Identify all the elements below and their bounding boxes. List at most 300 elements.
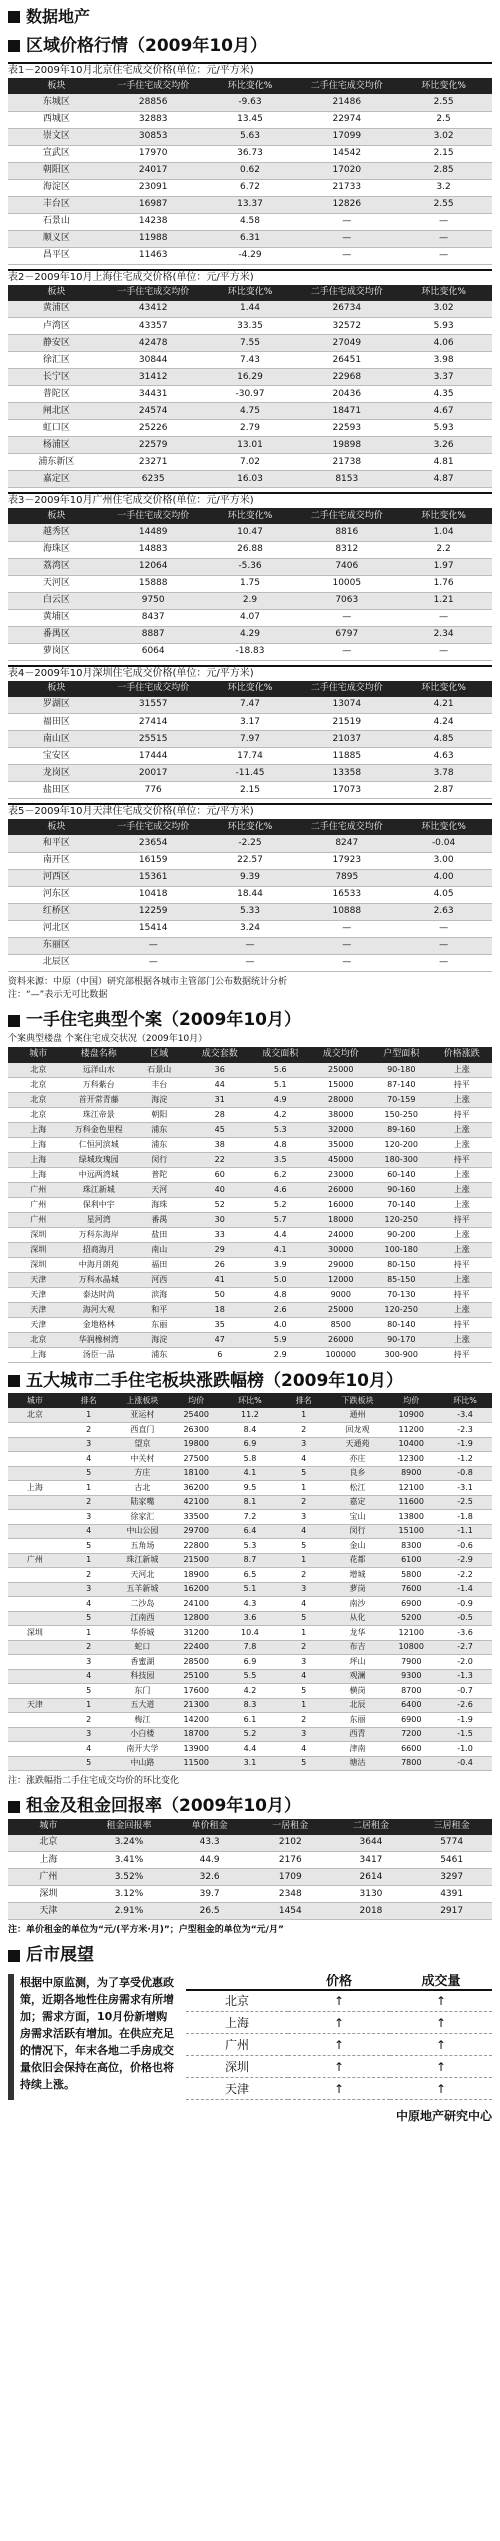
table-cell: 5 <box>277 1539 331 1554</box>
table-cell: 布吉 <box>331 1640 385 1655</box>
table-cell: 北京 <box>8 1333 69 1348</box>
table-cell: 石景山 <box>8 213 105 230</box>
table-cell: 西直门 <box>116 1423 170 1438</box>
table-cell: 黄埔区 <box>8 609 105 626</box>
table-cell: 22800 <box>169 1539 223 1554</box>
table-cell: 河北区 <box>8 920 105 937</box>
table-cell: 2 <box>277 1640 331 1655</box>
table-row <box>8 196 492 213</box>
table-row <box>8 1288 492 1303</box>
table-cell: 5.3 <box>250 1123 311 1138</box>
table-cell: 宝山 <box>331 1510 385 1525</box>
table-cell: 白云区 <box>8 592 105 609</box>
table-row <box>8 369 492 386</box>
table-cell: 5.1 <box>223 1582 277 1597</box>
table-cell: 31557 <box>105 697 202 714</box>
table-cell: 2.6 <box>250 1303 311 1318</box>
table-row <box>8 1123 492 1138</box>
table-cell: 8312 <box>298 541 395 558</box>
table-cell: 35000 <box>311 1138 372 1153</box>
table-cell: 3 <box>277 1655 331 1670</box>
table-cell: 7.8 <box>223 1640 277 1655</box>
table-cell: 1.44 <box>202 301 299 318</box>
table-row <box>8 1756 492 1771</box>
column-header: 价格涨跌 <box>432 1047 493 1063</box>
table-cell: 3.2 <box>395 179 492 196</box>
table-cell: 远洋山水 <box>69 1063 130 1078</box>
table-row <box>8 1698 492 1713</box>
column-header: 二手住宅成交均价 <box>298 681 395 697</box>
table-cell: 天津 <box>8 1288 69 1303</box>
table-cell: 3.02 <box>395 128 492 145</box>
table-cell: 13.45 <box>202 111 299 128</box>
table-row <box>8 301 492 318</box>
table-cell: 2.85 <box>395 162 492 179</box>
table-cell: 5.2 <box>223 1727 277 1742</box>
table-cell: -1.4 <box>438 1582 492 1597</box>
table-cell: -0.7 <box>438 1684 492 1699</box>
table-cell: 2.15 <box>395 145 492 162</box>
table-cell: 南山区 <box>8 731 105 748</box>
outlook <box>8 1974 492 2101</box>
table-cell: 上海 <box>8 1123 69 1138</box>
table-row <box>8 471 492 488</box>
column-header: 成交套数 <box>190 1047 251 1063</box>
header-row <box>8 1393 492 1408</box>
column-header: 一居租金 <box>250 1819 331 1835</box>
table-cell: 上海 <box>8 1138 69 1153</box>
table-cell: 100000 <box>311 1348 372 1363</box>
table-cell: 观澜 <box>331 1669 385 1684</box>
table-cell: 3.78 <box>395 765 492 782</box>
table-cell: 1 <box>62 1698 116 1713</box>
table-cell: 珠江帝景 <box>69 1108 130 1123</box>
table-cell: -2.2 <box>438 1568 492 1583</box>
table-cell: 21037 <box>298 731 395 748</box>
table-cell: — <box>395 643 492 660</box>
trend-arrow-icon: ↑ <box>390 2034 492 2056</box>
column-header: 价格 <box>288 1974 390 1990</box>
table-cell: 上涨 <box>432 1183 493 1198</box>
table-cell: 30853 <box>105 128 202 145</box>
table-cell: 1.21 <box>395 592 492 609</box>
trend-arrow-icon: ↑ <box>390 1990 492 2012</box>
table-cell: 2102 <box>250 1835 331 1852</box>
table-cell: — <box>395 230 492 247</box>
column-header: 环比变化% <box>202 508 299 524</box>
table-cell: 7.55 <box>202 335 299 352</box>
table-row <box>8 1626 492 1641</box>
table-cell: 深圳 <box>8 1886 89 1903</box>
table-cell: 16533 <box>298 886 395 903</box>
table-row <box>8 1835 492 1852</box>
table-cell: -1.3 <box>438 1669 492 1684</box>
table-cell: 18 <box>190 1303 251 1318</box>
table-row <box>8 609 492 626</box>
table-cell: 776 <box>105 782 202 799</box>
table-cell: 古北 <box>116 1481 170 1496</box>
table-cell: 1709 <box>250 1869 331 1886</box>
table-cell <box>8 1510 62 1525</box>
table-cell: 海淀区 <box>8 179 105 196</box>
column-header: 上涨板块 <box>116 1393 170 1408</box>
table-cell: 1 <box>277 1698 331 1713</box>
table-cell: 18471 <box>298 403 395 420</box>
table-cell: 26 <box>190 1258 251 1273</box>
table-row <box>8 1213 492 1228</box>
table-cell: 盐田 <box>129 1228 190 1243</box>
table-row <box>8 714 492 731</box>
table-cell: 北京 <box>8 1408 62 1423</box>
table-cell: 22579 <box>105 437 202 454</box>
table-cell: 萝岗 <box>331 1582 385 1597</box>
table-row <box>8 454 492 471</box>
table-cell: 35 <box>190 1318 251 1333</box>
table-row <box>8 335 492 352</box>
rent-table <box>8 1819 492 1921</box>
table-cell: 从化 <box>331 1611 385 1626</box>
table-cell: 4.4 <box>250 1228 311 1243</box>
table-cell: 12100 <box>384 1626 438 1641</box>
table-cell: 天通苑 <box>331 1437 385 1452</box>
table-cell: 2 <box>277 1713 331 1728</box>
column-header: 一手住宅成交均价 <box>105 78 202 94</box>
table-cell: 万科东海岸 <box>69 1228 130 1243</box>
table-cell: 滨海 <box>129 1288 190 1303</box>
table-row <box>8 903 492 920</box>
table-row <box>8 697 492 714</box>
table-cell: 广州 <box>8 1183 69 1198</box>
table-cell: 福田 <box>129 1258 190 1273</box>
table-cell: 23000 <box>311 1168 372 1183</box>
table-cell: 3.02 <box>395 301 492 318</box>
table-cell: 21486 <box>298 94 395 111</box>
table-cell: 1 <box>62 1408 116 1423</box>
table-cell: 300-900 <box>371 1348 432 1363</box>
table-cell: 4.29 <box>202 626 299 643</box>
table-row <box>8 954 492 971</box>
table-cell: — <box>105 937 202 954</box>
table-cell: — <box>298 230 395 247</box>
table-cell: — <box>298 213 395 230</box>
table-cell: 7895 <box>298 869 395 886</box>
table-cell: -0.8 <box>438 1466 492 1481</box>
table-cell: 6.2 <box>250 1168 311 1183</box>
table-cell: 32883 <box>105 111 202 128</box>
table-cell <box>8 1568 62 1583</box>
table-cell: 8816 <box>298 524 395 541</box>
table-cell: 31200 <box>169 1626 223 1641</box>
table-cell: 2 <box>62 1423 116 1438</box>
table-cell: -2.5 <box>438 1495 492 1510</box>
table-cell: 上涨 <box>432 1093 493 1108</box>
table-cell: 45000 <box>311 1153 372 1168</box>
table-cell: 31 <box>190 1093 251 1108</box>
table-cell: 8500 <box>311 1318 372 1333</box>
table-cell: -11.45 <box>202 765 299 782</box>
table-cell: 47 <box>190 1333 251 1348</box>
table-cell: -2.7 <box>438 1640 492 1655</box>
table-cell: 4 <box>62 1597 116 1612</box>
table-cell: -30.97 <box>202 386 299 403</box>
region-tables <box>8 62 492 972</box>
table-cell: 10400 <box>384 1437 438 1452</box>
table-cell <box>8 1640 62 1655</box>
table-cell: 金山 <box>331 1539 385 1554</box>
table-cell: 4.1 <box>223 1466 277 1481</box>
table-cell: — <box>395 920 492 937</box>
table-cell: 梅江 <box>116 1713 170 1728</box>
table-cell: 22968 <box>298 369 395 386</box>
table-cell: -1.5 <box>438 1727 492 1742</box>
trend-arrow-icon: ↑ <box>390 2078 492 2100</box>
table-cell: 5 <box>62 1684 116 1699</box>
table-cell: 3 <box>62 1510 116 1525</box>
table-cell: 10.4 <box>223 1626 277 1641</box>
table-cell: 36.73 <box>202 145 299 162</box>
table-cell: 虹口区 <box>8 420 105 437</box>
table-cell: 4.9 <box>250 1093 311 1108</box>
table-cell: 上涨 <box>432 1243 493 1258</box>
table-cell: 6235 <box>105 471 202 488</box>
table-row <box>8 94 492 111</box>
table-cell: 荔湾区 <box>8 558 105 575</box>
table-cell: 万科水晶城 <box>69 1273 130 1288</box>
table-cell: 17444 <box>105 748 202 765</box>
table-cell: 5200 <box>384 1611 438 1626</box>
table-cell: 30 <box>190 1213 251 1228</box>
table-cell: 11463 <box>105 247 202 264</box>
column-header: 板块 <box>8 78 105 94</box>
table-cell: 2 <box>277 1423 331 1438</box>
table-cell: 持平 <box>432 1318 493 1333</box>
table-cell: 150-250 <box>371 1108 432 1123</box>
table-cell: 长宁区 <box>8 369 105 386</box>
table-row <box>8 1333 492 1348</box>
table-row <box>8 1886 492 1903</box>
table-cell: 5.2 <box>250 1198 311 1213</box>
table-row <box>186 2012 492 2034</box>
ranking-table <box>8 1393 492 1771</box>
column-header: 一手住宅成交均价 <box>105 508 202 524</box>
table-cell: 38000 <box>311 1108 372 1123</box>
table-cell: 21519 <box>298 714 395 731</box>
table-cell: 浦东 <box>129 1123 190 1138</box>
table-cell: 嘉定区 <box>8 471 105 488</box>
table-cell: 44.9 <box>169 1852 250 1869</box>
table-row <box>8 524 492 541</box>
table-cell: — <box>395 247 492 264</box>
table-cell: 80-150 <box>371 1258 432 1273</box>
table-cell: 徐家汇 <box>116 1510 170 1525</box>
table-row <box>8 128 492 145</box>
table-cell: 17.74 <box>202 748 299 765</box>
table-cell: 85-150 <box>371 1273 432 1288</box>
table-cell: 回龙观 <box>331 1423 385 1438</box>
table-cell: 8700 <box>384 1684 438 1699</box>
table-cell <box>8 1452 62 1467</box>
table-cell: 3.41% <box>89 1852 170 1869</box>
region-table <box>8 508 492 661</box>
column-header: 排名 <box>62 1393 116 1408</box>
table-cell: 22 <box>190 1153 251 1168</box>
table-cell: 海珠区 <box>8 541 105 558</box>
table-cell: 39.7 <box>169 1886 250 1903</box>
table-cell: 10900 <box>384 1408 438 1423</box>
table-cell: 上海 <box>8 1168 69 1183</box>
table-cell: 33.35 <box>202 318 299 335</box>
table-cell: 昌平区 <box>8 247 105 264</box>
table-cell: 11988 <box>105 230 202 247</box>
table-cell: 海珠 <box>129 1198 190 1213</box>
table-cell: 22593 <box>298 420 395 437</box>
table-cell: 6.5 <box>223 1568 277 1583</box>
table-cell: 2.63 <box>395 903 492 920</box>
table-cell: 9750 <box>105 592 202 609</box>
table-cell: 上海 <box>8 1852 89 1869</box>
table-row <box>8 318 492 335</box>
table-cell: 5 <box>62 1539 116 1554</box>
table-cell: -3.1 <box>438 1481 492 1496</box>
table-cell: 30844 <box>105 352 202 369</box>
table-cell: 22.57 <box>202 852 299 869</box>
table-cell: 16.03 <box>202 471 299 488</box>
header-row <box>8 1047 492 1063</box>
table-cell: 6400 <box>384 1698 438 1713</box>
table-cell: 中山公园 <box>116 1524 170 1539</box>
table-cell: 34431 <box>105 386 202 403</box>
region-table <box>8 681 492 800</box>
table-cell: 5800 <box>384 1568 438 1583</box>
column-header: 板块 <box>8 285 105 301</box>
region-caption: 表3－2009年10月广州住宅成交价格(单位：元/平方米) <box>8 492 492 508</box>
table-cell: — <box>298 920 395 937</box>
table-cell: 越秀区 <box>8 524 105 541</box>
table-row <box>8 558 492 575</box>
table-cell: 2.9 <box>202 592 299 609</box>
table-row <box>8 937 492 954</box>
table-cell: 8.7 <box>223 1553 277 1568</box>
table-cell: 4 <box>277 1669 331 1684</box>
table-cell: 龙华 <box>331 1626 385 1641</box>
column-header: 一手住宅成交均价 <box>105 681 202 697</box>
table-cell: 5461 <box>411 1852 492 1869</box>
table-cell: 海淀 <box>129 1093 190 1108</box>
table-row <box>8 1539 492 1554</box>
table-cell: 1.75 <box>202 575 299 592</box>
column-header: 环比变化% <box>395 819 492 835</box>
table-cell: 3.6 <box>223 1611 277 1626</box>
table-cell: 60-140 <box>371 1168 432 1183</box>
table-cell: 12826 <box>298 196 395 213</box>
column-header: 一手住宅成交均价 <box>105 819 202 835</box>
table-cell: 6064 <box>105 643 202 660</box>
table-cell: 4 <box>277 1524 331 1539</box>
table-cell: — <box>298 937 395 954</box>
table-cell: 100-180 <box>371 1243 432 1258</box>
table-cell: 普陀区 <box>8 386 105 403</box>
table-cell: 6.4 <box>223 1524 277 1539</box>
table-row <box>186 1990 492 2012</box>
header-row <box>186 1974 492 1990</box>
table-cell: -3.6 <box>438 1626 492 1641</box>
table-cell: 8.4 <box>223 1423 277 1438</box>
table-cell: 18000 <box>311 1213 372 1228</box>
table-cell: 上涨 <box>432 1063 493 1078</box>
table-cell: 深圳 <box>8 1258 69 1273</box>
table-cell: 26000 <box>311 1333 372 1348</box>
table-cell: 13358 <box>298 765 395 782</box>
table-cell: 持平 <box>432 1288 493 1303</box>
table-cell: 1 <box>62 1553 116 1568</box>
table-row <box>8 1423 492 1438</box>
table-cell: 4.21 <box>395 697 492 714</box>
table-cell: 宝安区 <box>8 748 105 765</box>
table-cell <box>8 1466 62 1481</box>
table-cell: 60 <box>190 1168 251 1183</box>
table-cell: 3.12% <box>89 1886 170 1903</box>
table-cell: 4.1 <box>250 1243 311 1258</box>
table-cell: 北京 <box>8 1093 69 1108</box>
table-cell: 2 <box>62 1640 116 1655</box>
column-header: 环比变化% <box>395 681 492 697</box>
table-row <box>186 2056 492 2078</box>
table-cell: 7063 <box>298 592 395 609</box>
table-cell: 5 <box>62 1466 116 1481</box>
table-cell: 和平 <box>129 1303 190 1318</box>
table-cell: 8153 <box>298 471 395 488</box>
table-cell: 浦东新区 <box>8 454 105 471</box>
table-cell: 2.79 <box>202 420 299 437</box>
source-note: 资料来源：中原（中国）研究部根据各城市主管部门公布数据统计分析 注：“—”表示无可比数据 <box>8 976 288 1000</box>
table-cell: 广州 <box>8 1553 62 1568</box>
table-cell: 10418 <box>105 886 202 903</box>
column-header: 均价 <box>169 1393 223 1408</box>
table-cell: 17099 <box>298 128 395 145</box>
table-cell: 珠江新城 <box>116 1553 170 1568</box>
table-cell: 41 <box>190 1273 251 1288</box>
table-cell: 嘉定 <box>331 1495 385 1510</box>
table-cell: 6900 <box>384 1597 438 1612</box>
column-header: 环比变化% <box>202 78 299 94</box>
table-cell: 12064 <box>105 558 202 575</box>
table-cell: 五大道 <box>116 1698 170 1713</box>
table-cell: 14238 <box>105 213 202 230</box>
table-cell: 4.3 <box>223 1597 277 1612</box>
table-cell: 5.0 <box>250 1273 311 1288</box>
table-cell <box>8 1611 62 1626</box>
table-cell: 3.98 <box>395 352 492 369</box>
table-cell: 4 <box>277 1742 331 1757</box>
table-cell: 16200 <box>169 1582 223 1597</box>
table-cell: 18900 <box>169 1568 223 1583</box>
table-cell: 3417 <box>331 1852 412 1869</box>
table-cell: 4.4 <box>223 1742 277 1757</box>
table-cell: 坪山 <box>331 1655 385 1670</box>
table-cell: 万科紫台 <box>69 1078 130 1093</box>
table-cell: 6.31 <box>202 230 299 247</box>
table-cell: 22974 <box>298 111 395 128</box>
table-cell: 静安区 <box>8 335 105 352</box>
table-cell: 望京 <box>116 1437 170 1452</box>
table-row <box>8 852 492 869</box>
header-row <box>8 681 492 697</box>
table-row <box>8 1582 492 1597</box>
table-cell: -0.4 <box>438 1756 492 1771</box>
table-row <box>8 1495 492 1510</box>
section-title-outlook: 后市展望 <box>8 1944 492 1968</box>
table-cell: 43357 <box>105 318 202 335</box>
